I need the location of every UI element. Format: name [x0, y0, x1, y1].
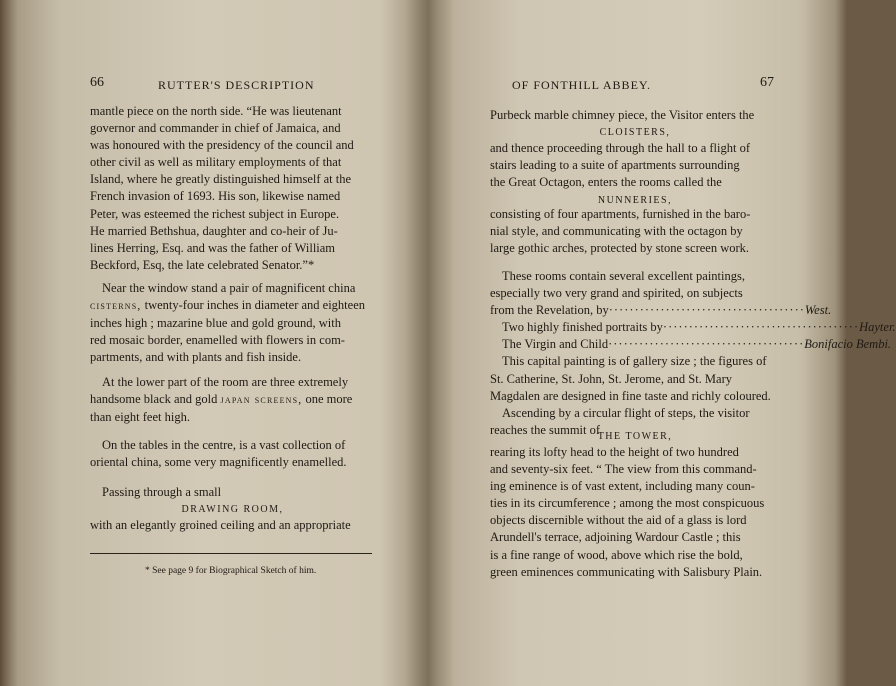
paragraph: At the lower part of the room are three extremely handsome black and gold japan screens, one more than eight feet high. — [90, 375, 353, 425]
page-number: 67 — [760, 75, 774, 90]
section-heading: THE TOWER, — [597, 431, 673, 442]
paragraph: On the tables in the centre, is a vast collection of oriental china, some very magnificently enamelled. — [90, 438, 347, 470]
paragraph: Near the window stand a pair of magnificent china cisterns, twenty-four inches in diameter and eighteen inches high ; mazarine blue and gold ground, with red mosaic border, enamelled with flowers in com- partments, and with plants and fish inside. — [90, 281, 365, 365]
left-page — [0, 0, 425, 686]
list-item: from the Revelation, by ······································ West. — [490, 303, 832, 318]
section-heading: CLOISTERS, — [599, 127, 671, 138]
paragraph: Purbeck marble chimney piece, the Visitor enters the — [490, 108, 755, 122]
paragraph: mantle piece on the north side. “He was lieutenant governor and commander in chief of Jamaica, and was honoured with the presidency of the council and other civil as well as military employments of that Island, where he greatly distinguished himself at the French invasion of 1693. His son, likewise named Peter, was esteemed the richest subject in Europe. He married Bethshua, daughter and co-heir of Ju- lines Herring, Esq. and was the father of William Beckford, Esq, the late celebrated Senator.”* — [90, 104, 354, 272]
paragraph: with an elegantly groined ceiling and an appropriate — [90, 518, 351, 532]
paragraph: and thence proceeding through the hall to a flight of stairs leading to a suite of apartments surrounding the Great Octagon, enters the rooms called the — [490, 141, 750, 190]
running-head: OF FONTHILL ABBEY. — [512, 78, 652, 92]
paragraph: These rooms contain several excellent paintings, especially two very grand and spirited, on subjects from the Revelation, by ······································ West. Two highly finished portraits by ······································ Hayter. The Virgin and Child ······································ Bonifacio Bembi. This capital painting is of gallery size ; the figures of St. Catherine, St. John, St. Jerome, and St. Mary Magdalen are designed in fine taste and richly coloured. Ascending by a circular flight of steps, the visitor reaches the summit of — [490, 269, 896, 437]
list-item: Two highly finished portraits by ······································ Hayter. — [502, 320, 896, 335]
section-heading: DRAWING ROOM, — [181, 504, 284, 515]
paragraph: rearing its lofty head to the height of two hundred and seventy-six feet. “ The view from this command- ing eminence is of vast extent, including many coun- ties in its circumference ; among the most conspicuous objects discernible without the aid of a glass is lord Arundell's terrace, adjoining Wardour Castle ; this is a fine range of wood, above which rise the bold, green eminences communicating with Salisbury Plain. — [490, 445, 765, 579]
footnote: * See page 9 for Biographical Sketch of him. — [145, 566, 317, 576]
right-page — [430, 0, 896, 686]
paragraph: Passing through a small — [102, 485, 222, 499]
running-head: RUTTER'S DESCRIPTION — [158, 78, 315, 92]
paragraph: consisting of four apartments, furnished in the baro- nial style, and communicating with the octagon by large gothic arches, protected by stone screen work. — [490, 207, 751, 256]
footnote-rule — [90, 553, 372, 554]
list-item: The Virgin and Child ······································ Bonifacio Bembi. — [502, 337, 892, 352]
page-number: 66 — [90, 75, 104, 90]
section-heading: NUNNERIES, — [597, 195, 673, 206]
